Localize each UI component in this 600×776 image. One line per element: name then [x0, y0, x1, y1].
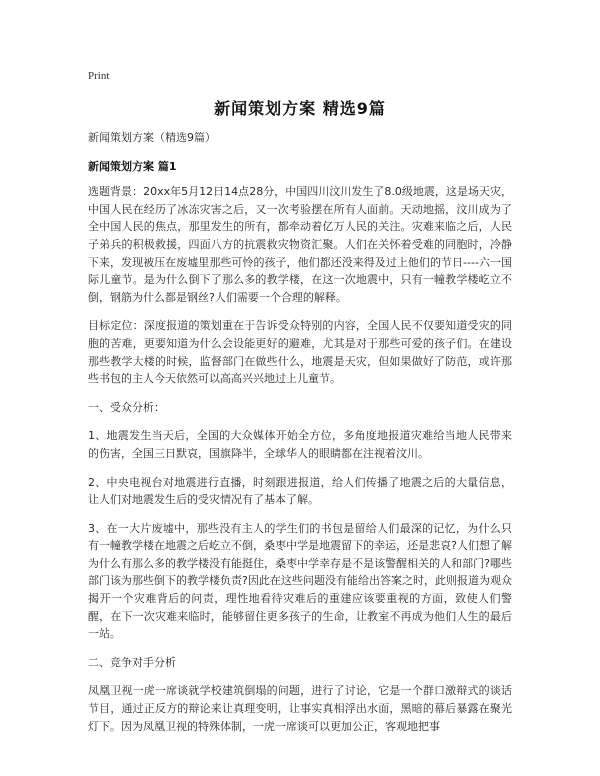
document-body: [88, 129, 512, 746]
page-title: 新闻策划方案 精选9篇: [214, 99, 386, 118]
paragraph-audience-2: 2、中央电视台对地震进行直播，时刻跟进报道，给人们传播了地震之后的大量信息，让人们对地震发生后的受灾情况有了基本了解。: [88, 475, 512, 507]
paragraph-target: 目标定位：深度报道的策划重在于告诉受众特别的内容，全国人民不仅要知道受灾的同胞的苦难，更要知道为什么会设能更好的避难，尤其是对于那些可爱的孩子们。在建设那些教学大楼的时候，监督部门在做些什么，地震是天灾，但如果做好了防范，或许那些书包的主人今天依然可以高高兴兴地过上儿童节。: [88, 319, 512, 386]
paragraph-competitor: 凤凰卫视一虎一席谈就学校建筑倒塌的问题，进行了讨论，它是一个群口激辩式的谈话节目，通过正反方的辩论来让真理变明，让事实真相浮出水面，黑暗的幕后暴露在聚光灯下。因为凤凰卫视的特殊体制，一虎一席谈可以更加公正，客观地把事: [88, 684, 512, 733]
paragraph-audience-3: 3、在一大片废墟中，那些没有主人的学生们的书包是留给人们最深的记忆，为什么只有一幢教学楼在地震之后屹立不倒，桑枣中学是地震留下的幸运，还是悲哀?人们想了解为什么有那么多的教学楼没有能挺住，桑枣中学幸存是不是该警醒相关的人和部门?哪些部门该为那些倒下的教学楼负责?因此在这些问题没有能给出答案之时，此则报道为观众揭开一个灾难背后的问责，理性地看待灾难后的重建应该要重视的方面，致使人们警醒，在下一次灾难来临时，能够留住更多孩子的生命，让教室不再成为他们人生的最后一站。: [88, 521, 512, 641]
document-subtitle: 新闻策划方案（精选9篇）: [88, 131, 216, 144]
section-heading: 新闻策划方案 篇1: [88, 159, 177, 173]
print-label[interactable]: Print: [88, 70, 110, 82]
paragraph-audience-1: 1、地震发生当天后，全国的大众媒体开始全方位，多角度地报道灾难给当地人民带来的伤害，全国三日默哀，国旗降半，全球华人的眼睛都在注视着汶川。: [88, 429, 512, 460]
heading-audience-analysis: 一、受众分析：: [88, 400, 165, 414]
heading-competitor-analysis: 二、竞争对手分析: [88, 655, 176, 669]
paragraph-background: 选题背景：20xx年5月12日14点28分，中国四川汶川发生了8.0级地震，这是场天灾，中国人民在经历了冰冻灾害之后，又一次考验摆在所有人面前。天动地摇，汶川成为了全中国人民的焦点，那里发生的所有，都牵动着亿万人民的关注。灾难来临之后，人民子弟兵的积极救援，四面八方的抗震救灾物资汇聚。人们在关怀着受难的同胞时，冷静下来，发现被压在废墟里那些可怜的孩子，他们都还没来得及过上他们的节日----六一国际儿童节。是为什么倒下了那么多的教学楼，在这一次地震中，只有一幢教学楼屹立不倒，钢筋为什么都是钢丝?人们需要一个合理的解释。: [88, 185, 512, 304]
